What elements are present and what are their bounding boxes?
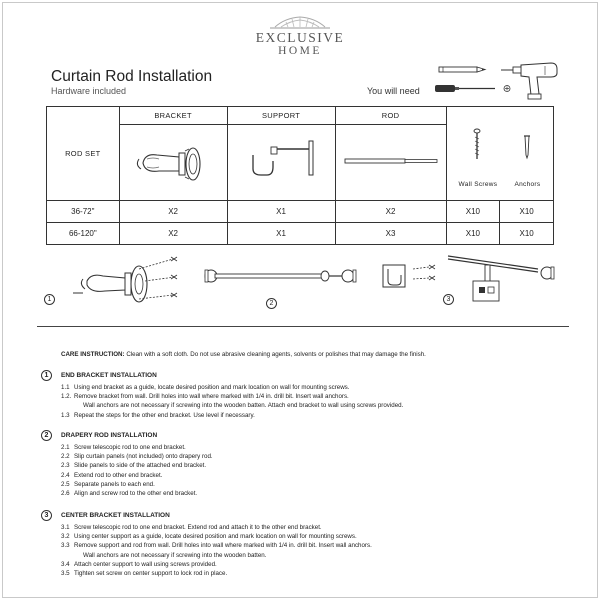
row-rod-qty: X2 <box>335 200 446 222</box>
section-end-bracket <box>41 370 403 420</box>
support-image-cell <box>227 125 335 201</box>
brand-logo <box>3 15 597 57</box>
section-number-badge: 2 <box>41 430 52 441</box>
section-drapery-rod <box>41 430 213 498</box>
row-anchors-qty: X10 <box>500 200 554 222</box>
table-row <box>47 200 554 222</box>
rowhead-rod-set: ROD SET <box>47 107 120 201</box>
step-item: 3.2 Using center support as a guide, locate desired position and mark location on wall for mounting screws. <box>61 533 357 541</box>
screws-anchors-cell <box>446 107 554 201</box>
hardware-table <box>46 106 554 245</box>
center-support-icon <box>231 131 331 191</box>
assembly-drawing <box>33 251 573 321</box>
header-bracket: BRACKET <box>119 107 227 125</box>
tools-illustration <box>433 58 563 102</box>
row-rod-qty: X3 <box>335 222 446 244</box>
step-item: 3.3 Remove support and rod from wall. Drill holes into wall where marked with 1/4 in. drill bit. Insert wall anchors. <box>61 542 372 550</box>
page-title: Curtain Rod Installation <box>51 68 213 85</box>
row-anchors-qty: X10 <box>500 222 554 244</box>
step-item: 3.5 Tighten set screw on center support to lock rod in place. <box>61 570 228 578</box>
section-title: DRAPERY ROD INSTALLATION <box>61 432 158 439</box>
anchors-label: Anchors <box>514 180 541 188</box>
row-screws-qty: X10 <box>446 200 500 222</box>
bracket-image-cell <box>119 125 227 201</box>
row-size: 66-120" <box>47 222 120 244</box>
anchor-icon <box>524 136 530 158</box>
crown-ornament-icon <box>265 15 335 29</box>
section-number-badge: 1 <box>41 370 52 381</box>
brand-name-line1: EXCLUSIVE <box>255 30 345 45</box>
screw-anchor-illustration <box>447 121 555 181</box>
page-subtitle: Hardware included <box>51 86 127 96</box>
wall-screws-label: Wall Screws <box>458 180 498 188</box>
step-item: 2.3 Slide panels to side of the attached end bracket. <box>61 462 207 470</box>
row-support-qty: X1 <box>227 222 335 244</box>
center-support-mount-diagram <box>383 256 554 301</box>
row-bracket-qty: X2 <box>119 222 227 244</box>
step-item: 2.4 Extend rod to other end bracket. <box>61 471 163 479</box>
step-item: 3.1 Screw telescopic rod to one end bracket. Extend rod and attach it to the other end bracket. <box>61 524 322 531</box>
section-title: END BRACKET INSTALLATION <box>61 372 157 379</box>
section-number-badge: 3 <box>41 510 52 521</box>
diagram-number: 3 <box>443 294 454 305</box>
end-bracket-icon <box>123 131 223 191</box>
step-item: Wall anchors are not necessary if screwing into the wooden batten. Attach end bracket to wall using screws provided. <box>83 402 404 410</box>
row-size: 36-72" <box>47 200 120 222</box>
step-item: 1.3 Repeat the steps for the other end bracket. Use level if necessary. <box>61 411 255 419</box>
diagram-number: 1 <box>44 294 55 305</box>
section-center-bracket <box>41 510 372 578</box>
step-item: 2.5 Separate panels to each end. <box>61 480 155 488</box>
telescopic-rod-icon <box>339 131 443 191</box>
rod-mount-diagram <box>205 270 356 282</box>
step-item: 1.1 Using end bracket as a guide, locate desired position and mark location on wall for mounting screws. <box>61 384 350 391</box>
you-will-need-label: You will need <box>367 86 420 96</box>
care-label: CARE INSTRUCTION: <box>61 351 125 358</box>
section-divider <box>37 326 569 327</box>
section-title: CENTER BRACKET INSTALLATION <box>61 512 170 519</box>
step-item: 2.6 Align and screw rod to the other end bracket. <box>61 490 198 498</box>
drill-icon <box>501 63 557 99</box>
header-rod: ROD <box>335 107 446 125</box>
instruction-sheet <box>2 2 598 598</box>
end-bracket-mount-diagram <box>73 257 177 302</box>
table-row <box>47 222 554 244</box>
step-item: Wall anchors are not necessary if screwing into the wooden batten. <box>83 551 267 559</box>
step-item: 2.2 Slip curtain panels (not included) onto drapery rod. <box>61 453 213 461</box>
screwdriver-icon <box>435 85 510 92</box>
wall-screw-icon <box>474 129 480 159</box>
step-item: 3.4 Attach center support to wall using screws provided. <box>61 560 217 568</box>
row-screws-qty: X10 <box>446 222 500 244</box>
pencil-icon <box>439 67 485 72</box>
diagram-number: 2 <box>266 298 277 309</box>
header-support: SUPPORT <box>227 107 335 125</box>
care-instruction <box>61 351 426 358</box>
rod-image-cell <box>335 125 446 201</box>
assembly-diagrams <box>33 251 573 321</box>
row-bracket-qty: X2 <box>119 200 227 222</box>
row-support-qty: X1 <box>227 200 335 222</box>
step-item: 2.1 Screw telescopic rod to one end bracket. <box>61 444 186 451</box>
step-item: 1.2. Remove bracket from wall. Drill holes into wall where marked with 1/4 in. drill bit. Insert wall anchors. <box>61 393 349 401</box>
brand-name-line2: HOME <box>278 45 322 57</box>
care-text: Clean with a soft cloth. Do not use abrasive cleaning agents, solvents or polishes that may damage the finish. <box>124 351 426 358</box>
